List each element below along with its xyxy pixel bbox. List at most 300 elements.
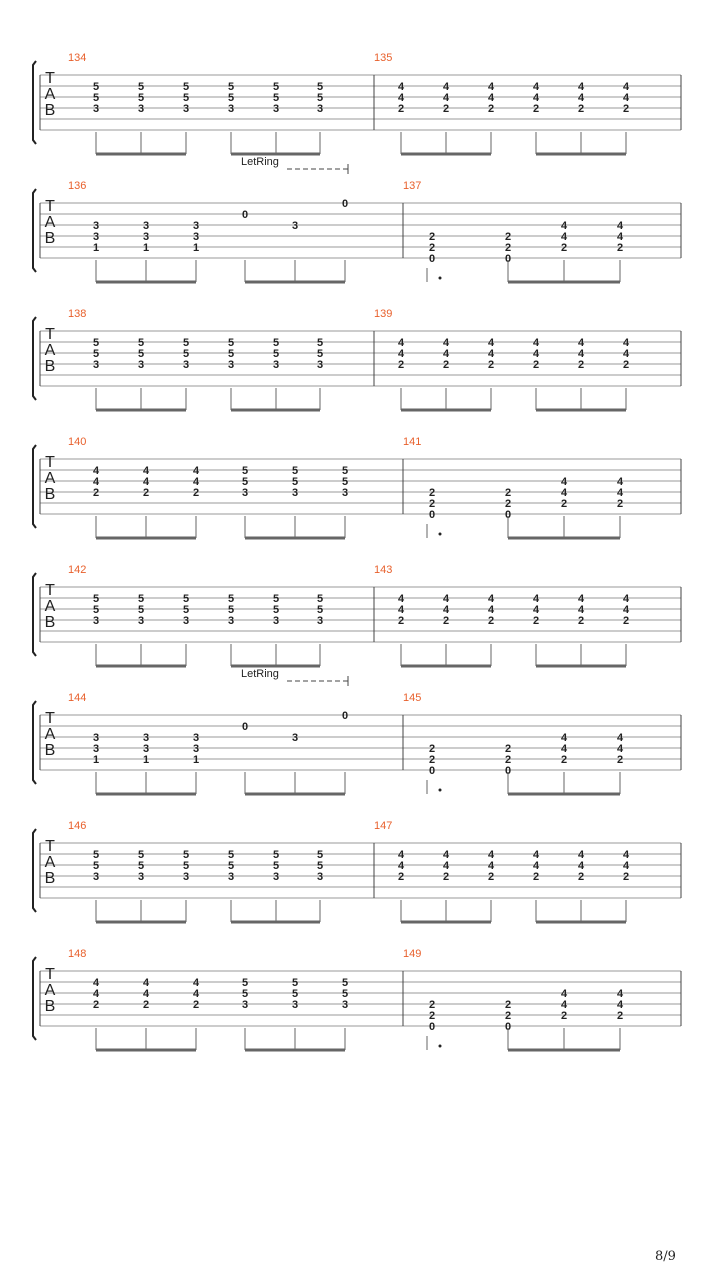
tab-fret-number: 3 — [241, 487, 249, 499]
tab-fret-number: 2 — [428, 242, 436, 254]
tab-fret-number: 5 — [92, 604, 100, 616]
tab-fret-number: 4 — [142, 476, 150, 488]
tab-fret-number: 2 — [442, 103, 450, 115]
tab-fret-number: 3 — [341, 999, 349, 1011]
tab-clef-letter: T — [45, 966, 55, 983]
tab-fret-number: 4 — [92, 988, 100, 1000]
tab-fret-number: 5 — [182, 604, 190, 616]
tab-fret-number: 3 — [92, 615, 100, 627]
tab-fret-number: 4 — [192, 476, 200, 488]
tab-fret-number: 5 — [272, 849, 280, 861]
tab-fret-number: 0 — [428, 509, 436, 521]
tab-fret-number: 4 — [616, 220, 624, 232]
tab-fret-number: 2 — [142, 999, 150, 1011]
tab-fret-number: 5 — [341, 465, 349, 477]
tab-fret-number: 2 — [397, 871, 405, 883]
tab-fret-number: 4 — [622, 81, 630, 93]
tab-fret-number: 2 — [428, 498, 436, 510]
tab-clef-letter: T — [45, 326, 55, 343]
tab-system — [33, 948, 681, 1050]
measure-number: 149 — [403, 948, 422, 960]
tab-fret-number: 4 — [487, 593, 495, 605]
tab-fret-number: 2 — [616, 242, 624, 254]
tab-fret-number: 2 — [622, 871, 630, 883]
tab-fret-number: 3 — [227, 359, 235, 371]
tab-fret-number: 5 — [241, 988, 249, 1000]
measure-number: 142 — [68, 564, 87, 576]
tab-fret-number: 4 — [532, 81, 540, 93]
tab-fret-number: 5 — [182, 81, 190, 93]
tab-fret-number: 5 — [227, 593, 235, 605]
measure-number: 146 — [68, 820, 87, 832]
tab-fret-number: 4 — [560, 732, 568, 744]
tab-fret-number: 4 — [560, 476, 568, 488]
tab-fret-number: 5 — [227, 348, 235, 360]
tab-fret-number: 4 — [487, 348, 495, 360]
tab-fret-number: 2 — [428, 999, 436, 1011]
tab-fret-number: 2 — [487, 359, 495, 371]
tab-fret-number: 4 — [577, 604, 585, 616]
tab-fret-number: 5 — [137, 849, 145, 861]
tab-fret-number: 5 — [137, 92, 145, 104]
tab-fret-number: 2 — [487, 615, 495, 627]
tab-fret-number: 4 — [487, 92, 495, 104]
tab-fret-number: 5 — [182, 348, 190, 360]
measure-number: 139 — [374, 308, 393, 320]
let-ring-label: LetRing — [241, 668, 279, 680]
tab-clef-letter: A — [44, 470, 56, 487]
tab-fret-number: 3 — [92, 359, 100, 371]
tab-fret-number: 5 — [92, 860, 100, 872]
tab-fret-number: 2 — [428, 231, 436, 243]
tab-fret-number: 5 — [92, 337, 100, 349]
tab-clef-letter: B — [44, 486, 56, 503]
tab-fret-number: 3 — [142, 220, 150, 232]
tab-fret-number: 5 — [272, 348, 280, 360]
tab-fret-number: 3 — [92, 220, 100, 232]
tab-fret-number: 5 — [227, 849, 235, 861]
tab-fret-number: 4 — [442, 81, 450, 93]
tab-system — [33, 820, 681, 922]
tab-fret-number: 3 — [182, 615, 190, 627]
tab-fret-number: 5 — [182, 849, 190, 861]
rhythm-dot — [439, 1045, 442, 1048]
tab-fret-number: 5 — [92, 849, 100, 861]
measure-number: 134 — [68, 52, 87, 64]
tab-fret-number: 5 — [272, 81, 280, 93]
measure-number: 143 — [374, 564, 393, 576]
tab-fret-number: 4 — [616, 476, 624, 488]
tab-fret-number: 4 — [560, 487, 568, 499]
tab-fret-number: 5 — [316, 337, 324, 349]
tab-fret-number: 2 — [504, 231, 512, 243]
tab-fret-number: 1 — [192, 754, 200, 766]
tab-fret-number: 0 — [428, 1021, 436, 1033]
tab-fret-number: 5 — [341, 988, 349, 1000]
tab-clef-letter: T — [45, 710, 55, 727]
tab-fret-number: 0 — [504, 253, 512, 265]
tab-fret-number: 4 — [577, 337, 585, 349]
tab-fret-number: 2 — [532, 103, 540, 115]
tab-fret-number: 0 — [341, 198, 349, 210]
tab-fret-number: 4 — [622, 92, 630, 104]
tab-fret-number: 4 — [142, 988, 150, 1000]
tab-fret-number: 0 — [428, 765, 436, 777]
tab-fret-number: 4 — [532, 593, 540, 605]
tab-fret-number: 5 — [272, 860, 280, 872]
tab-fret-number: 3 — [227, 871, 235, 883]
tab-fret-number: 5 — [137, 860, 145, 872]
tab-fret-number: 4 — [560, 743, 568, 755]
tab-fret-number: 3 — [272, 615, 280, 627]
tab-fret-number: 4 — [622, 860, 630, 872]
tab-fret-number: 2 — [428, 1010, 436, 1022]
tab-fret-number: 2 — [616, 498, 624, 510]
tab-clef-letter: A — [44, 854, 56, 871]
tab-fret-number: 0 — [504, 765, 512, 777]
tab-fret-number: 4 — [577, 92, 585, 104]
tab-fret-number: 4 — [616, 988, 624, 1000]
tab-fret-number: 3 — [137, 871, 145, 883]
tab-fret-number: 5 — [182, 337, 190, 349]
tab-fret-number: 5 — [291, 988, 299, 1000]
tab-fret-number: 3 — [241, 999, 249, 1011]
tab-fret-number: 2 — [560, 242, 568, 254]
tab-fret-number: 4 — [622, 593, 630, 605]
tab-fret-number: 4 — [442, 849, 450, 861]
tab-fret-number: 2 — [532, 615, 540, 627]
tab-fret-number: 4 — [577, 849, 585, 861]
tab-fret-number: 5 — [92, 593, 100, 605]
tab-fret-number: 2 — [577, 359, 585, 371]
tab-fret-number: 4 — [442, 860, 450, 872]
tab-fret-number: 2 — [397, 359, 405, 371]
tab-fret-number: 2 — [622, 359, 630, 371]
tab-fret-number: 2 — [428, 754, 436, 766]
measure-number: 135 — [374, 52, 393, 64]
tab-clef-letter: B — [44, 998, 56, 1015]
tab-fret-number: 2 — [397, 615, 405, 627]
tab-clef-letter: A — [44, 86, 56, 103]
tab-clef-letter: T — [45, 198, 55, 215]
tab-clef-letter: T — [45, 582, 55, 599]
tab-fret-number: 4 — [616, 487, 624, 499]
tab-fret-number: 4 — [192, 465, 200, 477]
tab-fret-number: 3 — [272, 103, 280, 115]
rhythm-dot — [439, 533, 442, 536]
tab-fret-number: 5 — [341, 977, 349, 989]
system-bracket — [33, 701, 36, 784]
tab-fret-number: 5 — [316, 81, 324, 93]
tab-fret-number: 3 — [92, 871, 100, 883]
tab-fret-number: 3 — [316, 615, 324, 627]
tab-fret-number: 2 — [442, 871, 450, 883]
tab-fret-number: 3 — [192, 732, 200, 744]
tab-fret-number: 3 — [291, 487, 299, 499]
tab-fret-number: 2 — [428, 487, 436, 499]
tab-fret-number: 3 — [137, 103, 145, 115]
tab-fret-number: 0 — [428, 253, 436, 265]
tab-system — [33, 564, 681, 666]
tab-fret-number: 5 — [227, 81, 235, 93]
tab-fret-number: 4 — [397, 81, 405, 93]
tab-fret-number: 2 — [142, 487, 150, 499]
tab-fret-number: 3 — [316, 103, 324, 115]
tab-clef-letter: B — [44, 230, 56, 247]
tab-fret-number: 0 — [341, 710, 349, 722]
tab-fret-number: 3 — [92, 743, 100, 755]
tab-fret-number: 4 — [532, 348, 540, 360]
tab-clef-letter: A — [44, 214, 56, 231]
tab-fret-number: 2 — [622, 615, 630, 627]
tab-fret-number: 5 — [227, 604, 235, 616]
tab-fret-number: 4 — [616, 999, 624, 1011]
tab-clef-letter: B — [44, 742, 56, 759]
tab-fret-number: 5 — [316, 860, 324, 872]
tab-system — [33, 308, 681, 410]
tab-fret-number: 5 — [341, 476, 349, 488]
tab-fret-number: 2 — [560, 1010, 568, 1022]
tab-fret-number: 2 — [92, 487, 100, 499]
tab-fret-number: 4 — [577, 860, 585, 872]
tab-fret-number: 3 — [192, 231, 200, 243]
tab-fret-number: 3 — [291, 999, 299, 1011]
tab-fret-number: 2 — [532, 871, 540, 883]
measure-number: 148 — [68, 948, 87, 960]
tab-clef-letter: B — [44, 870, 56, 887]
tab-clef-letter: B — [44, 102, 56, 119]
tab-fret-number: 4 — [442, 593, 450, 605]
tab-fret-number: 2 — [532, 359, 540, 371]
tab-fret-number: 4 — [616, 743, 624, 755]
tab-fret-number: 4 — [577, 348, 585, 360]
tab-fret-number: 5 — [182, 92, 190, 104]
tab-fret-number: 5 — [137, 593, 145, 605]
tab-clef-letter: B — [44, 358, 56, 375]
tab-fret-number: 4 — [560, 231, 568, 243]
system-bracket — [33, 573, 36, 656]
tab-fret-number: 3 — [142, 732, 150, 744]
tab-fret-number: 4 — [487, 604, 495, 616]
tab-clef-letter: B — [44, 614, 56, 631]
tab-fret-number: 5 — [137, 604, 145, 616]
let-ring-label: LetRing — [241, 156, 279, 168]
tab-fret-number: 4 — [560, 988, 568, 1000]
tab-fret-number: 2 — [428, 743, 436, 755]
tab-fret-number: 4 — [487, 337, 495, 349]
tab-fret-number: 3 — [316, 871, 324, 883]
tab-fret-number: 5 — [182, 593, 190, 605]
tab-fret-number: 3 — [316, 359, 324, 371]
tab-clef-letter: T — [45, 70, 55, 87]
tab-fret-number: 5 — [291, 465, 299, 477]
tab-fret-number: 4 — [622, 849, 630, 861]
tab-fret-number: 5 — [182, 860, 190, 872]
tab-fret-number: 5 — [241, 465, 249, 477]
tab-fret-number: 2 — [577, 871, 585, 883]
tab-fret-number: 2 — [192, 999, 200, 1011]
tab-fret-number: 5 — [227, 337, 235, 349]
page-number: 8/9 — [655, 1249, 676, 1264]
tab-fret-number: 0 — [504, 1021, 512, 1033]
measure-number: 138 — [68, 308, 87, 320]
tab-fret-number: 5 — [227, 860, 235, 872]
tab-fret-number: 5 — [291, 977, 299, 989]
rhythm-dot — [439, 277, 442, 280]
tab-fret-number: 2 — [442, 359, 450, 371]
tab-fret-number: 3 — [92, 103, 100, 115]
tab-fret-number: 2 — [577, 615, 585, 627]
tab-fret-number: 4 — [397, 849, 405, 861]
tab-fret-number: 4 — [442, 92, 450, 104]
tab-fret-number: 4 — [397, 604, 405, 616]
tab-fret-number: 4 — [532, 849, 540, 861]
tab-fret-number: 5 — [272, 337, 280, 349]
tab-fret-number: 2 — [577, 103, 585, 115]
tab-fret-number: 3 — [92, 732, 100, 744]
tab-fret-number: 5 — [92, 92, 100, 104]
tab-fret-number: 0 — [241, 209, 249, 221]
tab-fret-number: 4 — [192, 977, 200, 989]
tab-fret-number: 3 — [92, 231, 100, 243]
tab-clef-letter: A — [44, 982, 56, 999]
tab-fret-number: 2 — [504, 754, 512, 766]
tab-fret-number: 5 — [92, 348, 100, 360]
tab-fret-number: 3 — [142, 231, 150, 243]
measure-number: 141 — [403, 436, 422, 448]
tab-fret-number: 2 — [560, 498, 568, 510]
tab-system — [33, 436, 681, 538]
tab-clef-letter: A — [44, 598, 56, 615]
tab-fret-number: 4 — [532, 604, 540, 616]
tab-fret-number: 4 — [487, 81, 495, 93]
tab-fret-number: 4 — [442, 604, 450, 616]
tab-fret-number: 4 — [560, 999, 568, 1011]
tab-fret-number: 4 — [92, 977, 100, 989]
tab-fret-number: 4 — [622, 604, 630, 616]
tab-fret-number: 4 — [397, 337, 405, 349]
system-bracket — [33, 317, 36, 400]
tab-fret-number: 4 — [487, 849, 495, 861]
tab-fret-number: 4 — [616, 231, 624, 243]
tab-fret-number: 4 — [577, 81, 585, 93]
tab-fret-number: 2 — [92, 999, 100, 1011]
tab-fret-number: 1 — [142, 242, 150, 254]
tab-fret-number: 3 — [182, 103, 190, 115]
tab-fret-number: 0 — [504, 509, 512, 521]
tab-fret-number: 2 — [504, 1010, 512, 1022]
tab-fret-number: 4 — [532, 92, 540, 104]
tab-fret-number: 2 — [504, 242, 512, 254]
tab-fret-number: 2 — [397, 103, 405, 115]
tab-fret-number: 3 — [182, 359, 190, 371]
tab-clef-letter: T — [45, 454, 55, 471]
tab-fret-number: 3 — [291, 220, 299, 232]
tab-fret-number: 1 — [192, 242, 200, 254]
tab-fret-number: 5 — [241, 476, 249, 488]
tab-fret-number: 4 — [622, 348, 630, 360]
tab-fret-number: 2 — [616, 1010, 624, 1022]
tab-system — [33, 52, 681, 154]
tab-fret-number: 4 — [142, 977, 150, 989]
tab-fret-number: 3 — [272, 871, 280, 883]
measure-number: 144 — [68, 692, 87, 704]
tab-fret-number: 2 — [442, 615, 450, 627]
tab-fret-number: 3 — [192, 743, 200, 755]
tab-fret-number: 5 — [241, 977, 249, 989]
tab-clef-letter: A — [44, 342, 56, 359]
tab-fret-number: 3 — [227, 615, 235, 627]
tab-fret-number: 4 — [92, 465, 100, 477]
tab-fret-number: 5 — [316, 593, 324, 605]
tab-fret-number: 4 — [397, 593, 405, 605]
measure-number: 136 — [68, 180, 87, 192]
tab-fret-number: 3 — [272, 359, 280, 371]
tab-fret-number: 5 — [137, 81, 145, 93]
measure-number: 140 — [68, 436, 87, 448]
tab-fret-number: 2 — [616, 754, 624, 766]
tab-fret-number: 5 — [272, 593, 280, 605]
rhythm-dot — [439, 789, 442, 792]
tab-fret-number: 4 — [487, 860, 495, 872]
tab-fret-number: 3 — [227, 103, 235, 115]
tab-fret-number: 5 — [316, 849, 324, 861]
tab-fret-number: 5 — [316, 348, 324, 360]
tab-fret-number: 4 — [397, 860, 405, 872]
tab-fret-number: 2 — [504, 498, 512, 510]
tab-fret-number: 5 — [92, 81, 100, 93]
measure-number: 137 — [403, 180, 422, 192]
tab-fret-number: 5 — [227, 92, 235, 104]
system-bracket — [33, 189, 36, 272]
tab-fret-number: 2 — [487, 871, 495, 883]
tab-fret-number: 5 — [291, 476, 299, 488]
tab-fret-number: 3 — [137, 615, 145, 627]
tab-fret-number: 5 — [137, 337, 145, 349]
tab-fret-number: 5 — [272, 92, 280, 104]
tab-fret-number: 4 — [616, 732, 624, 744]
tab-fret-number: 4 — [92, 476, 100, 488]
tab-fret-number: 4 — [532, 337, 540, 349]
tab-fret-number: 1 — [92, 242, 100, 254]
tab-fret-number: 3 — [341, 487, 349, 499]
measure-number: 145 — [403, 692, 422, 704]
tab-fret-number: 4 — [577, 593, 585, 605]
tab-fret-number: 5 — [272, 604, 280, 616]
tab-fret-number: 2 — [192, 487, 200, 499]
tab-fret-number: 4 — [397, 92, 405, 104]
tab-fret-number: 5 — [137, 348, 145, 360]
tab-clef-letter: A — [44, 726, 56, 743]
tab-fret-number: 3 — [182, 871, 190, 883]
tab-fret-number: 2 — [622, 103, 630, 115]
tab-fret-number: 4 — [532, 860, 540, 872]
system-bracket — [33, 61, 36, 144]
tab-system — [33, 668, 681, 794]
tab-fret-number: 4 — [622, 337, 630, 349]
tab-fret-number: 1 — [92, 754, 100, 766]
tab-fret-number: 3 — [137, 359, 145, 371]
tab-fret-number: 2 — [560, 754, 568, 766]
measure-number: 147 — [374, 820, 393, 832]
tab-fret-number: 4 — [442, 348, 450, 360]
tab-fret-number: 2 — [504, 487, 512, 499]
tab-fret-number: 4 — [192, 988, 200, 1000]
tab-fret-number: 0 — [241, 721, 249, 733]
tab-fret-number: 3 — [291, 732, 299, 744]
tab-fret-number: 4 — [442, 337, 450, 349]
tab-fret-number: 2 — [487, 103, 495, 115]
